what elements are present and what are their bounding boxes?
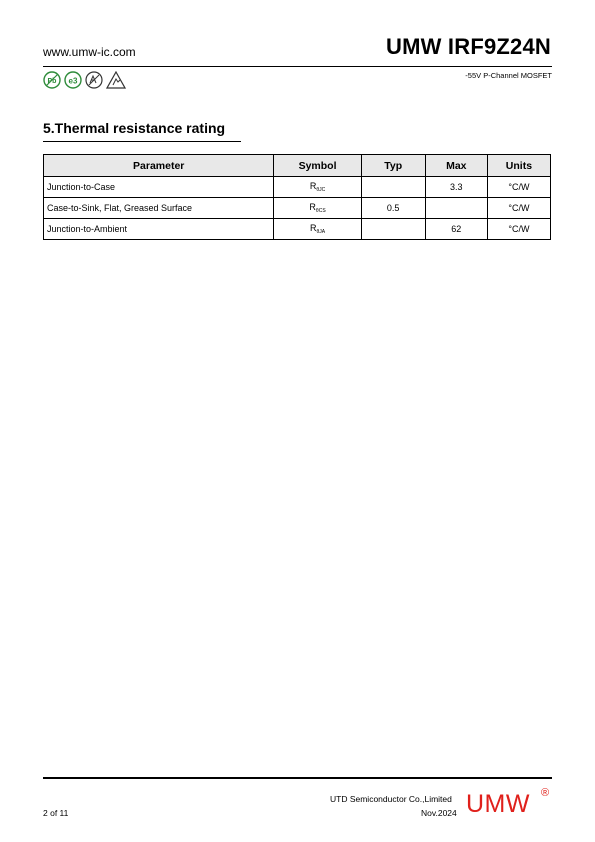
cell-parameter: Junction-to-Ambient xyxy=(44,219,274,240)
header-symbol: Symbol xyxy=(274,155,361,177)
cell-units: °C/W xyxy=(487,219,550,240)
header-divider xyxy=(43,66,552,67)
rohs-icon xyxy=(85,71,103,89)
cell-typ xyxy=(361,219,425,240)
page-number: 2 of 11 xyxy=(43,808,69,818)
cell-symbol xyxy=(274,198,361,219)
header-typ: Typ xyxy=(361,155,425,177)
table-row xyxy=(44,177,551,198)
cell-units: °C/W xyxy=(487,198,550,219)
e3-icon xyxy=(64,71,82,89)
product-title: UMW IRF9Z24N xyxy=(386,34,551,59)
product-subtitle: -55V P-Channel MOSFET xyxy=(465,71,552,80)
table-row xyxy=(44,198,551,219)
document-date: Nov.2024 xyxy=(421,808,457,818)
cell-max: 3.3 xyxy=(425,177,487,198)
cell-parameter: Case-to-Sink, Flat, Greased Surface xyxy=(44,198,274,219)
esd-icon xyxy=(106,71,126,89)
symbol-main: R xyxy=(309,223,317,233)
footer-divider xyxy=(43,777,552,779)
symbol-subscript: θJC xyxy=(316,187,326,193)
cell-max: 62 xyxy=(425,219,487,240)
registered-mark: ® xyxy=(541,787,550,799)
symbol-subscript: θJA xyxy=(316,229,326,235)
thermal-resistance-table xyxy=(43,154,551,240)
company-name: UTD Semiconductor Co.,Limited xyxy=(330,794,452,804)
section-title: 5.Thermal resistance rating xyxy=(43,120,226,136)
certification-icons xyxy=(43,71,126,89)
brand-logo: UMW xyxy=(466,790,530,818)
symbol-subscript: θCS xyxy=(315,208,326,214)
header-max: Max xyxy=(425,155,487,177)
website-url[interactable]: www.umw-ic.com xyxy=(43,45,136,59)
symbol-main: R xyxy=(309,181,317,191)
cell-symbol xyxy=(274,177,361,198)
header-units: Units xyxy=(487,155,550,177)
svg-text:Pb: Pb xyxy=(47,78,57,85)
table-row xyxy=(44,219,551,240)
cell-symbol xyxy=(274,219,361,240)
header-parameter: Parameter xyxy=(44,155,274,177)
cell-max xyxy=(425,198,487,219)
cell-parameter: Junction-to-Case xyxy=(44,177,274,198)
section-underline xyxy=(43,141,241,142)
svg-text:e3: e3 xyxy=(68,76,78,86)
table-header-row xyxy=(44,155,551,177)
cell-units: °C/W xyxy=(487,177,550,198)
pb-free-icon xyxy=(43,71,61,89)
symbol-main: R xyxy=(309,202,316,212)
cell-typ: 0.5 xyxy=(361,198,425,219)
cell-typ xyxy=(361,177,425,198)
